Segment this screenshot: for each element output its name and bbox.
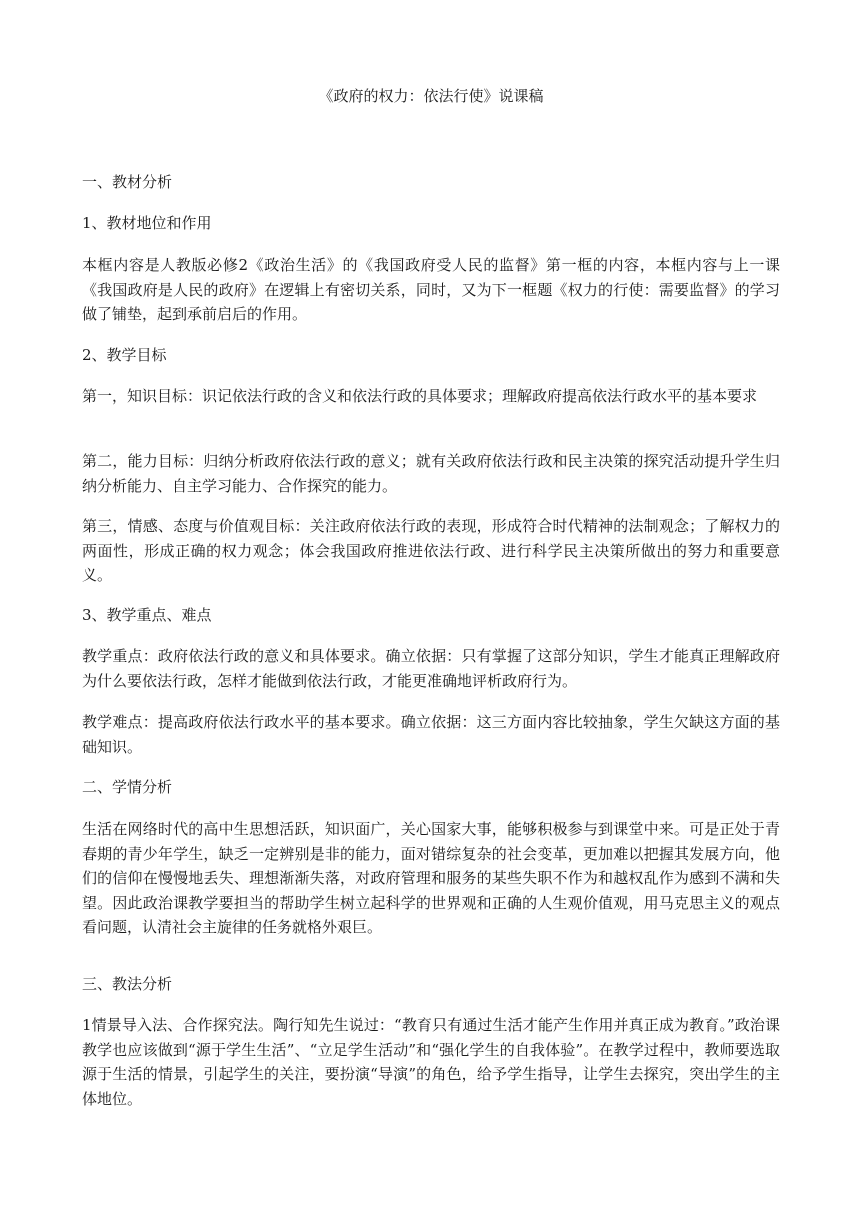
section-heading-student-analysis: 二、学情分析: [82, 778, 173, 796]
paragraph-method-analysis: 1情景导入法、合作探究法。陶行知先生说过：“教育只有通过生活才能产生作用并真正成为教育。”政治课教学也应该做到“源于学生生活”、“立足学生活动”和“强化学生的自我体验”。在教学过程中，教师要选取源于生活的情景，引起学生的关注，要扮演“导演”的角色，给予学生指导，让学生去探究，突出学生的主体地位。: [82, 1016, 780, 1108]
paragraph-difficult-point: 教学难点：提高政府依法行政水平的基本要求。确立依据：这三方面内容比较抽象，学生欠缺这方面的基础知识。: [82, 713, 780, 756]
subheading-position-role: 1、教材地位和作用: [82, 214, 212, 232]
section-heading-textbook-analysis: 一、教材分析: [82, 173, 173, 191]
paragraph-knowledge-goal: 第一，知识目标：识记依法行政的含义和依法行政的具体要求；理解政府提高依法行政水平的基本要求: [82, 387, 758, 405]
paragraph-student-analysis: 生活在网络时代的高中生思想活跃，知识面广，关心国家大事，能够积极参与到课堂中来。可是正处于青春期的青少年学生，缺乏一定辨别是非的能力，面对错综复杂的社会变革，更加难以把握其发展方向，他们的信仰在慢慢地丢失、理想渐渐失落，对政府管理和服务的某些失职不作为和越权乱作为感到不满和失望。因此政治课教学要担当的帮助学生树立起科学的世界观和正确的人生观价值观，用马克思主义的观点看问题，认清社会主旋律的任务就格外艰巨。: [82, 820, 780, 936]
paragraph-position-role: 本框内容是人教版必修2《政治生活》的《我国政府受人民的监督》第一框的内容，本框内容与上一课《我国政府是人民的政府》在逻辑上有密切关系，同时，又为下一框题《权力的行使：需要监督》的学习做了铺垫，起到承前启后的作用。: [82, 256, 780, 323]
paragraph-values-goal: 第三，情感、态度与价值观目标：关注政府依法行政的表现，形成符合时代精神的法制观念；了解权力的两面性，形成正确的权力观念；体会我国政府推进依法行政、进行科学民主决策所做出的努力和重要意义。: [82, 517, 780, 584]
paragraph-ability-goal: 第二，能力目标：归纳分析政府依法行政的意义；就有关政府依法行政和民主决策的探究活动提升学生归纳分析能力、自主学习能力、合作探究的能力。: [82, 452, 780, 495]
paragraph-key-point: 教学重点：政府依法行政的意义和具体要求。确立依据：只有掌握了这部分知识，学生才能真正理解政府为什么要依法行政，怎样才能做到依法行政，才能更准确地评析政府行为。: [82, 647, 780, 690]
subheading-teaching-goals: 2、教学目标: [82, 346, 167, 364]
section-heading-method-analysis: 三、教法分析: [82, 975, 173, 993]
subheading-key-difficult-points: 3、教学重点、难点: [82, 606, 212, 624]
document-title: 《政府的权力：依法行使》说课稿: [318, 87, 544, 105]
